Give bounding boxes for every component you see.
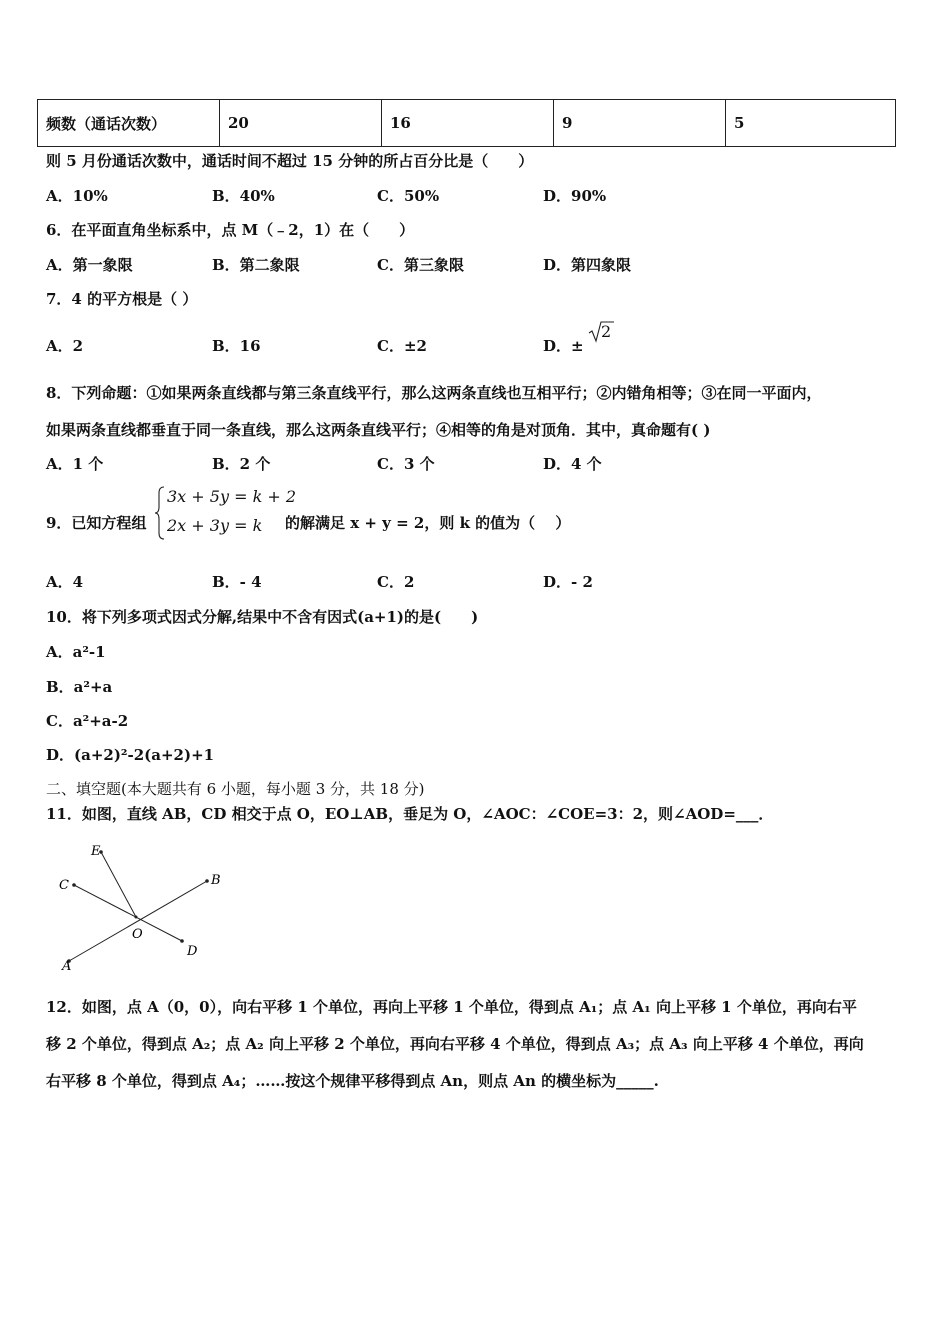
point-d bbox=[180, 939, 184, 943]
q5-option-d: D．90% bbox=[543, 187, 607, 205]
table-cell: 20 bbox=[220, 100, 382, 147]
q12-line3: 右平移 8 个单位，得到点 A₄；……按这个规律平移得到点 An，则点 An 的横坐标为_____. bbox=[46, 1072, 659, 1090]
q7-option-d: D．± bbox=[543, 337, 584, 355]
q9-equation-1: 3x + 5y = k + 2 bbox=[167, 487, 297, 506]
q11-stem: 11．如图，直线 AB，CD 相交于点 O，EO⊥AB，垂足为 O，∠AOC：∠COE=3：2，则∠AOD=___． bbox=[46, 805, 774, 823]
label-o: O bbox=[132, 927, 143, 942]
q6-stem: 6．在平面直角坐标系中，点 M（﹣2，1）在（ ） bbox=[46, 221, 415, 239]
label-d: D bbox=[187, 944, 198, 959]
q5-option-c: C．50% bbox=[377, 187, 440, 205]
q9-equation-2: 2x + 3y = k bbox=[167, 516, 263, 535]
q11-figure bbox=[55, 838, 235, 973]
q5-stem: 则 5 月份通话次数中，通话时间不超过 15 分钟的所占百分比是（ ） bbox=[46, 152, 534, 170]
label-a: A bbox=[62, 959, 72, 973]
point-o bbox=[135, 916, 138, 919]
q8-option-a: A．1 个 bbox=[46, 455, 104, 473]
q6-option-d: D．第四象限 bbox=[543, 256, 632, 274]
label-e: E bbox=[91, 844, 101, 859]
point-c bbox=[72, 883, 76, 887]
q8-option-c: C．3 个 bbox=[377, 455, 435, 473]
q10-option-c: C．a²+a-2 bbox=[46, 712, 129, 730]
ray-oe bbox=[101, 852, 136, 917]
q8-option-b: B．2 个 bbox=[212, 455, 271, 473]
q8-line2: 如果两条直线都垂直于同一条直线，那么这两条直线平行；④相等的角是对顶角．其中，真命题有( ) bbox=[46, 421, 711, 439]
brace-icon bbox=[154, 485, 166, 541]
frequency-table bbox=[37, 99, 896, 147]
q9-option-b: B．- 4 bbox=[212, 573, 262, 591]
q12-line2: 移 2 个单位，得到点 A₂；点 A₂ 向上平移 2 个单位，再向右平移 4 个单位，得到点 A₃；点 A₃ 向上平移 4 个单位，再向 bbox=[46, 1035, 864, 1053]
q6-option-c: C．第三象限 bbox=[377, 256, 464, 274]
table-cell: 16 bbox=[382, 100, 554, 147]
q5-option-a: A．10% bbox=[46, 187, 108, 205]
q9-prefix: 9．已知方程组 bbox=[46, 514, 147, 532]
table-header-cell: 频数（通话次数） bbox=[38, 100, 220, 147]
table-cell: 5 bbox=[726, 100, 896, 147]
q7-option-b: B．16 bbox=[212, 337, 261, 355]
section-title: 二、填空题(本大题共有 6 小题，每小题 3 分，共 18 分) bbox=[46, 780, 425, 798]
q9-option-c: C．2 bbox=[377, 573, 415, 591]
q9-suffix: 的解满足 x + y = 2，则 k 的值为（ ） bbox=[285, 514, 571, 532]
sqrt-expression bbox=[588, 320, 614, 348]
q10-stem: 10．将下列多项式因式分解,结果中不含有因式(a+1)的是( ) bbox=[46, 608, 479, 626]
q10-option-d: D．(a+2)²-2(a+2)+1 bbox=[46, 746, 215, 764]
sqrt-radicand: 2 bbox=[601, 322, 612, 341]
q10-option-b: B．a²+a bbox=[46, 678, 113, 696]
q9-option-d: D．- 2 bbox=[543, 573, 593, 591]
label-b: B bbox=[211, 873, 221, 888]
q6-option-b: B．第二象限 bbox=[212, 256, 300, 274]
table-row bbox=[38, 100, 896, 147]
q9-option-a: A．4 bbox=[46, 573, 84, 591]
q7-stem: 7．4 的平方根是（ ） bbox=[46, 290, 198, 308]
q5-option-b: B．40% bbox=[212, 187, 275, 205]
label-c: C bbox=[59, 878, 69, 893]
q8-line1: 8．下列命题：①如果两条直线都与第三条直线平行，那么这两条直线也互相平行；②内错角相等；③在同一平面内， bbox=[46, 384, 822, 402]
q7-option-c: C．±2 bbox=[377, 337, 427, 355]
line-cd bbox=[74, 885, 182, 941]
table-cell: 9 bbox=[554, 100, 726, 147]
q8-option-d: D．4 个 bbox=[543, 455, 602, 473]
q10-option-a: A．a²-1 bbox=[46, 643, 106, 661]
q12-line1: 12．如图，点 A（0，0），向右平移 1 个单位，再向上平移 1 个单位，得到点 A₁；点 A₁ 向上平移 1 个单位，再向右平 bbox=[46, 998, 857, 1016]
q6-option-a: A．第一象限 bbox=[46, 256, 133, 274]
q7-option-a: A．2 bbox=[46, 337, 84, 355]
point-b bbox=[205, 879, 209, 883]
